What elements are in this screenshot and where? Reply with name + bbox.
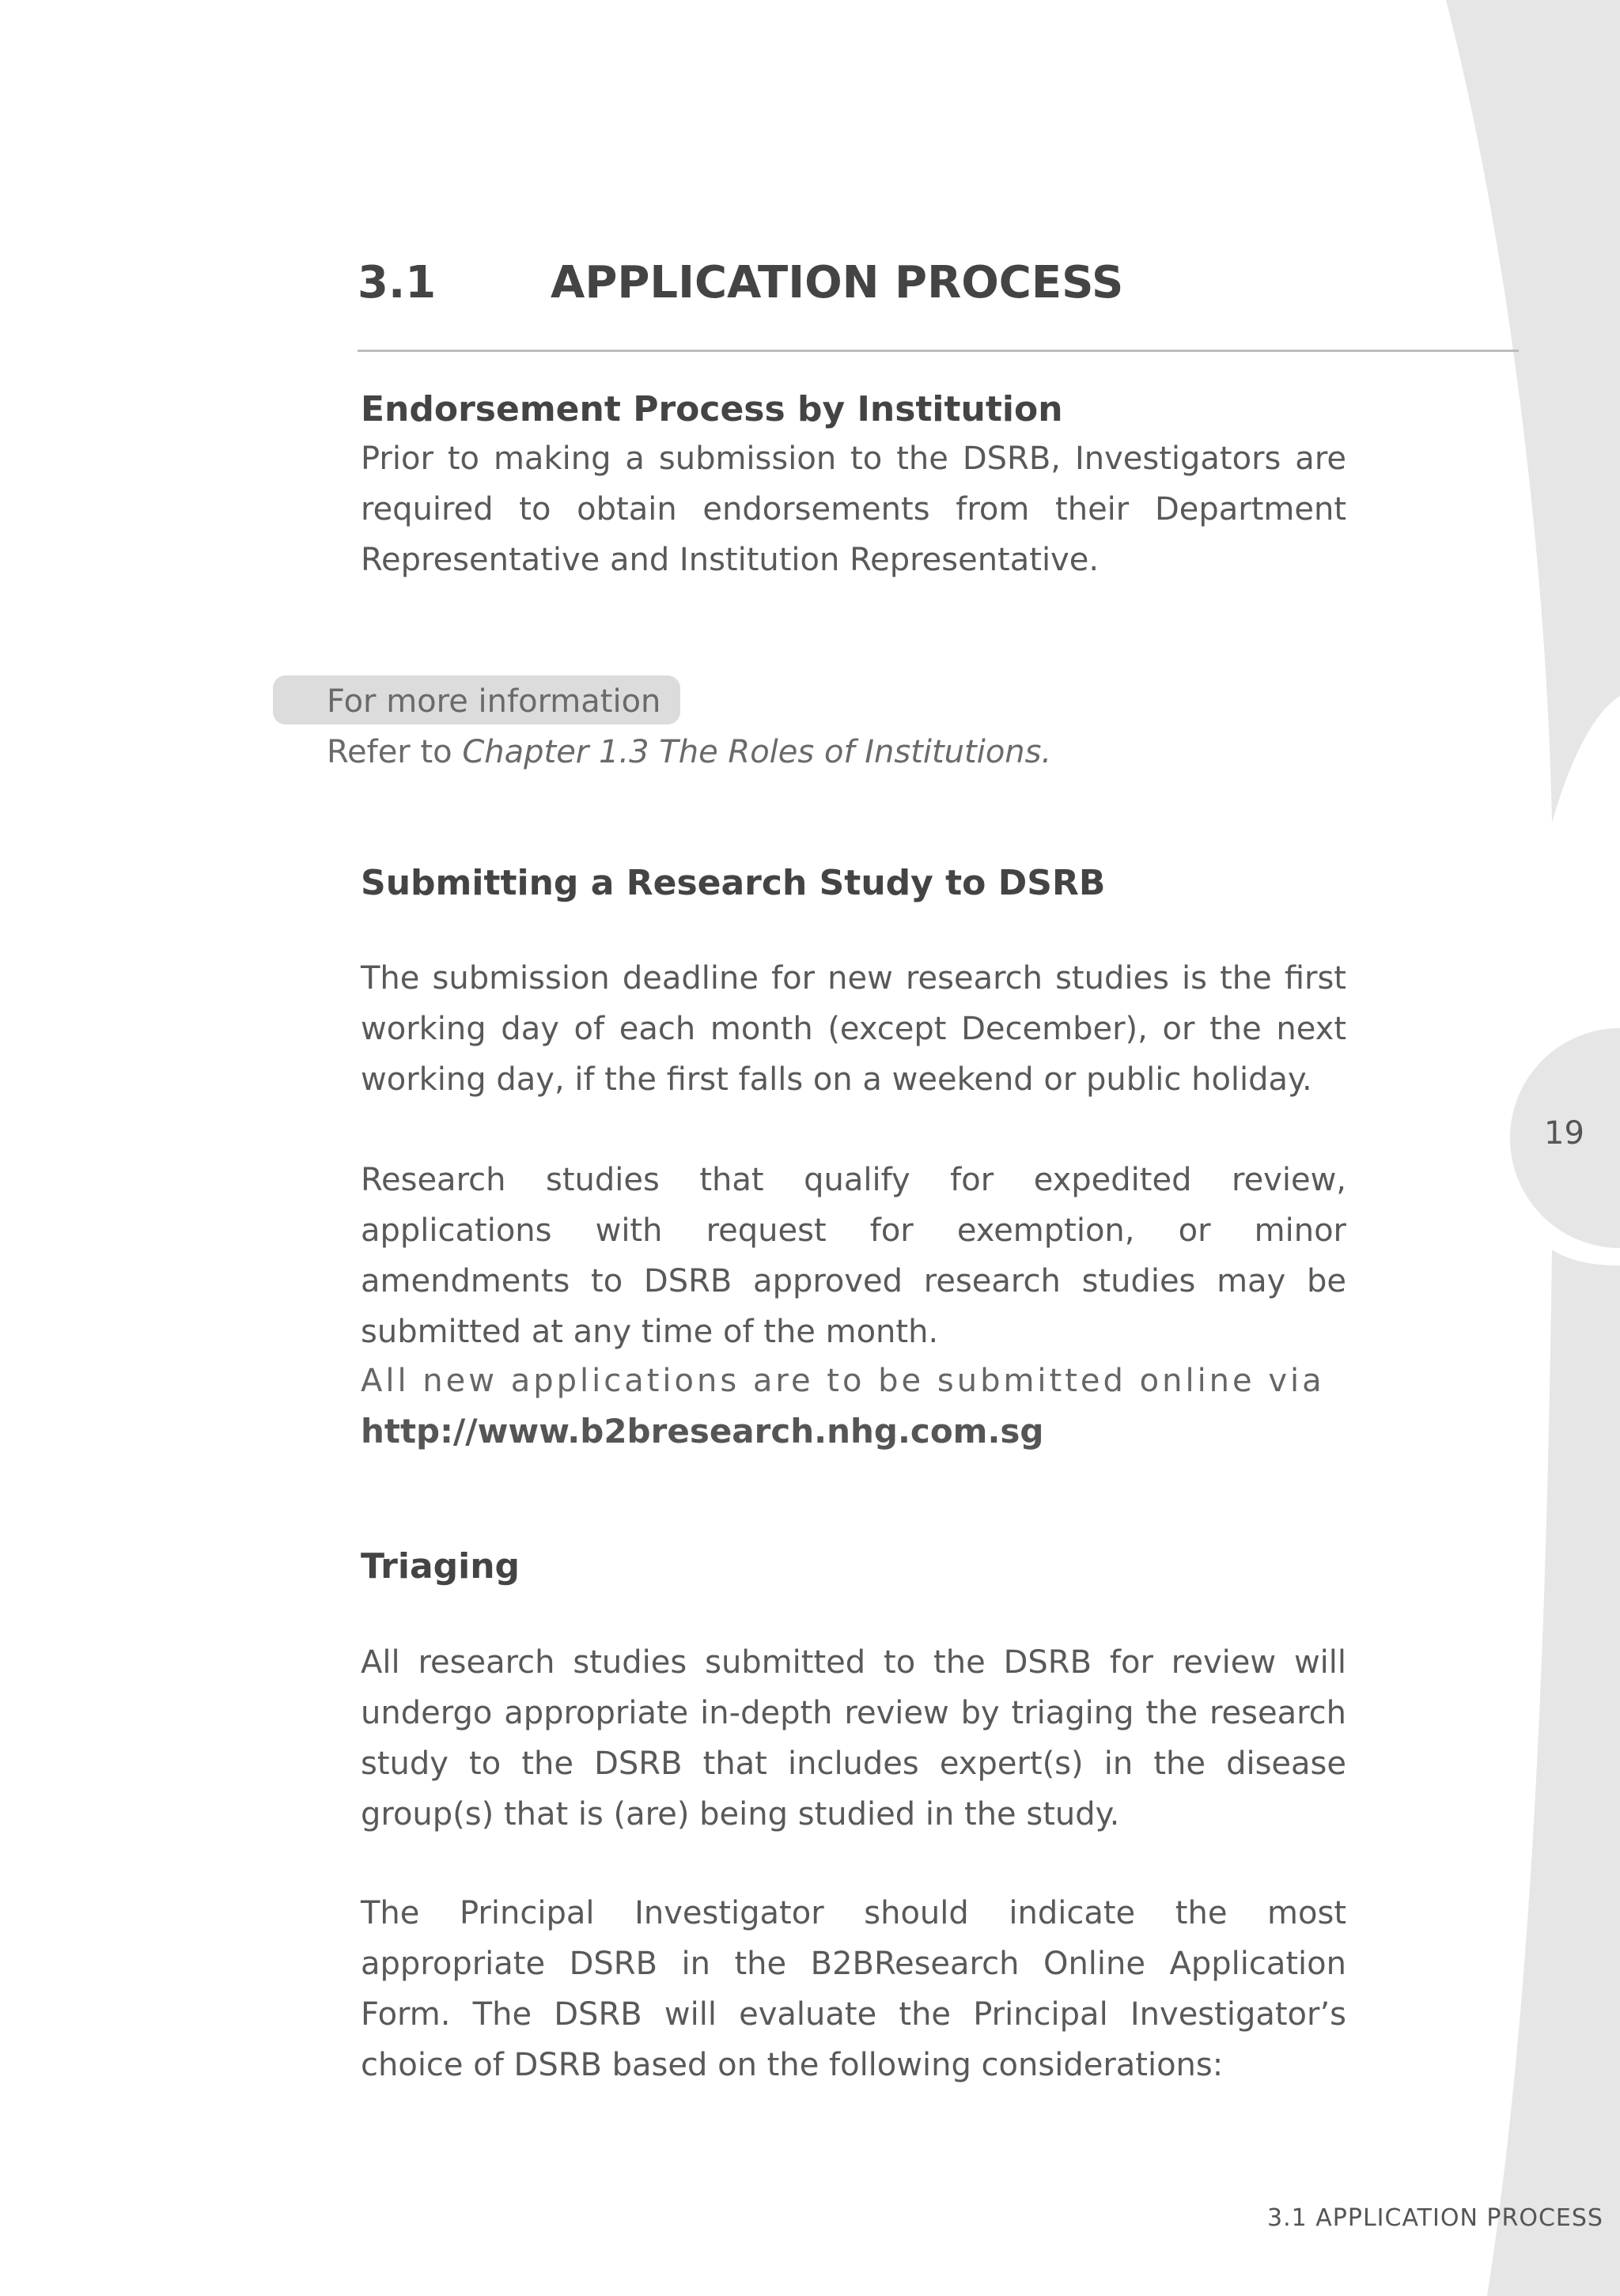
section-title	[358, 257, 1123, 308]
endorsement-section	[361, 386, 1346, 585]
title-divider	[358, 350, 1519, 352]
triaging-paragraph-2: The Principal Investigator should indicate the most appropriate DSRB in the B2BResearch Online Application Form. The DSRB will evaluate the Principal Investigator’s choice of DSRB based on the following considerations:	[361, 1895, 1346, 2083]
submission-url: http://www.b2bresearch.nhg.com.sg	[361, 1412, 1044, 1451]
more-info-reference	[327, 728, 1051, 777]
submitting-paragraph-2-block	[361, 1155, 1346, 1357]
triaging-paragraph-2-block	[361, 1888, 1346, 2090]
triaging-paragraph-1: All research studies submitted to the DSRB for review will undergo appropriate in-depth review by triaging the research study to the DSRB that includes expert(s) in the disease group(s) that is (are) being studied in the study.	[361, 1644, 1346, 1833]
side-swoosh-bottom	[1487, 1250, 1620, 2296]
triaging-heading-block	[361, 1543, 1346, 1591]
submitting-paragraph-1: The submission deadline for new research studies is the first working day of each month (except December), or the next working day, if the first falls on a weekend or public holiday.	[361, 960, 1346, 1098]
endorsement-heading: Endorsement Process by Institution	[361, 389, 1063, 429]
section-title-text: APPLICATION PROCESS	[551, 257, 1124, 308]
triaging-paragraph-1-block	[361, 1637, 1346, 1840]
more-info-title: For more information	[327, 683, 661, 720]
chapter-reference: Chapter 1.3 The Roles of Institutions.	[462, 734, 1052, 770]
running-footer: 3.1 APPLICATION PROCESS	[1267, 2204, 1603, 2232]
side-swoosh-top	[1446, 0, 1620, 823]
endorsement-text: Prior to making a submission to the DSRB, Investigators are required to obtain endorsements from their Department Representative and Institution Representative.	[361, 441, 1346, 578]
more-info-prefix: Refer to	[327, 734, 463, 770]
submitting-heading: Submitting a Research Study to DSRB	[361, 863, 1106, 903]
section-number: 3.1	[358, 257, 437, 308]
submitting-paragraph-2: Research studies that qualify for expedited review, applications with request for exemption, or minor amendments to DSRB approved research studies may be submitted at any time of the month.	[361, 1162, 1346, 1350]
online-submission-text: All new applications are to be submitted online via	[361, 1363, 1325, 1399]
submitting-heading-block	[361, 860, 1346, 907]
online-submission-block	[361, 1356, 1346, 1457]
triaging-heading: Triaging	[361, 1546, 520, 1587]
page-number: 19	[1544, 1115, 1584, 1152]
submitting-paragraph-1-block	[361, 953, 1346, 1105]
